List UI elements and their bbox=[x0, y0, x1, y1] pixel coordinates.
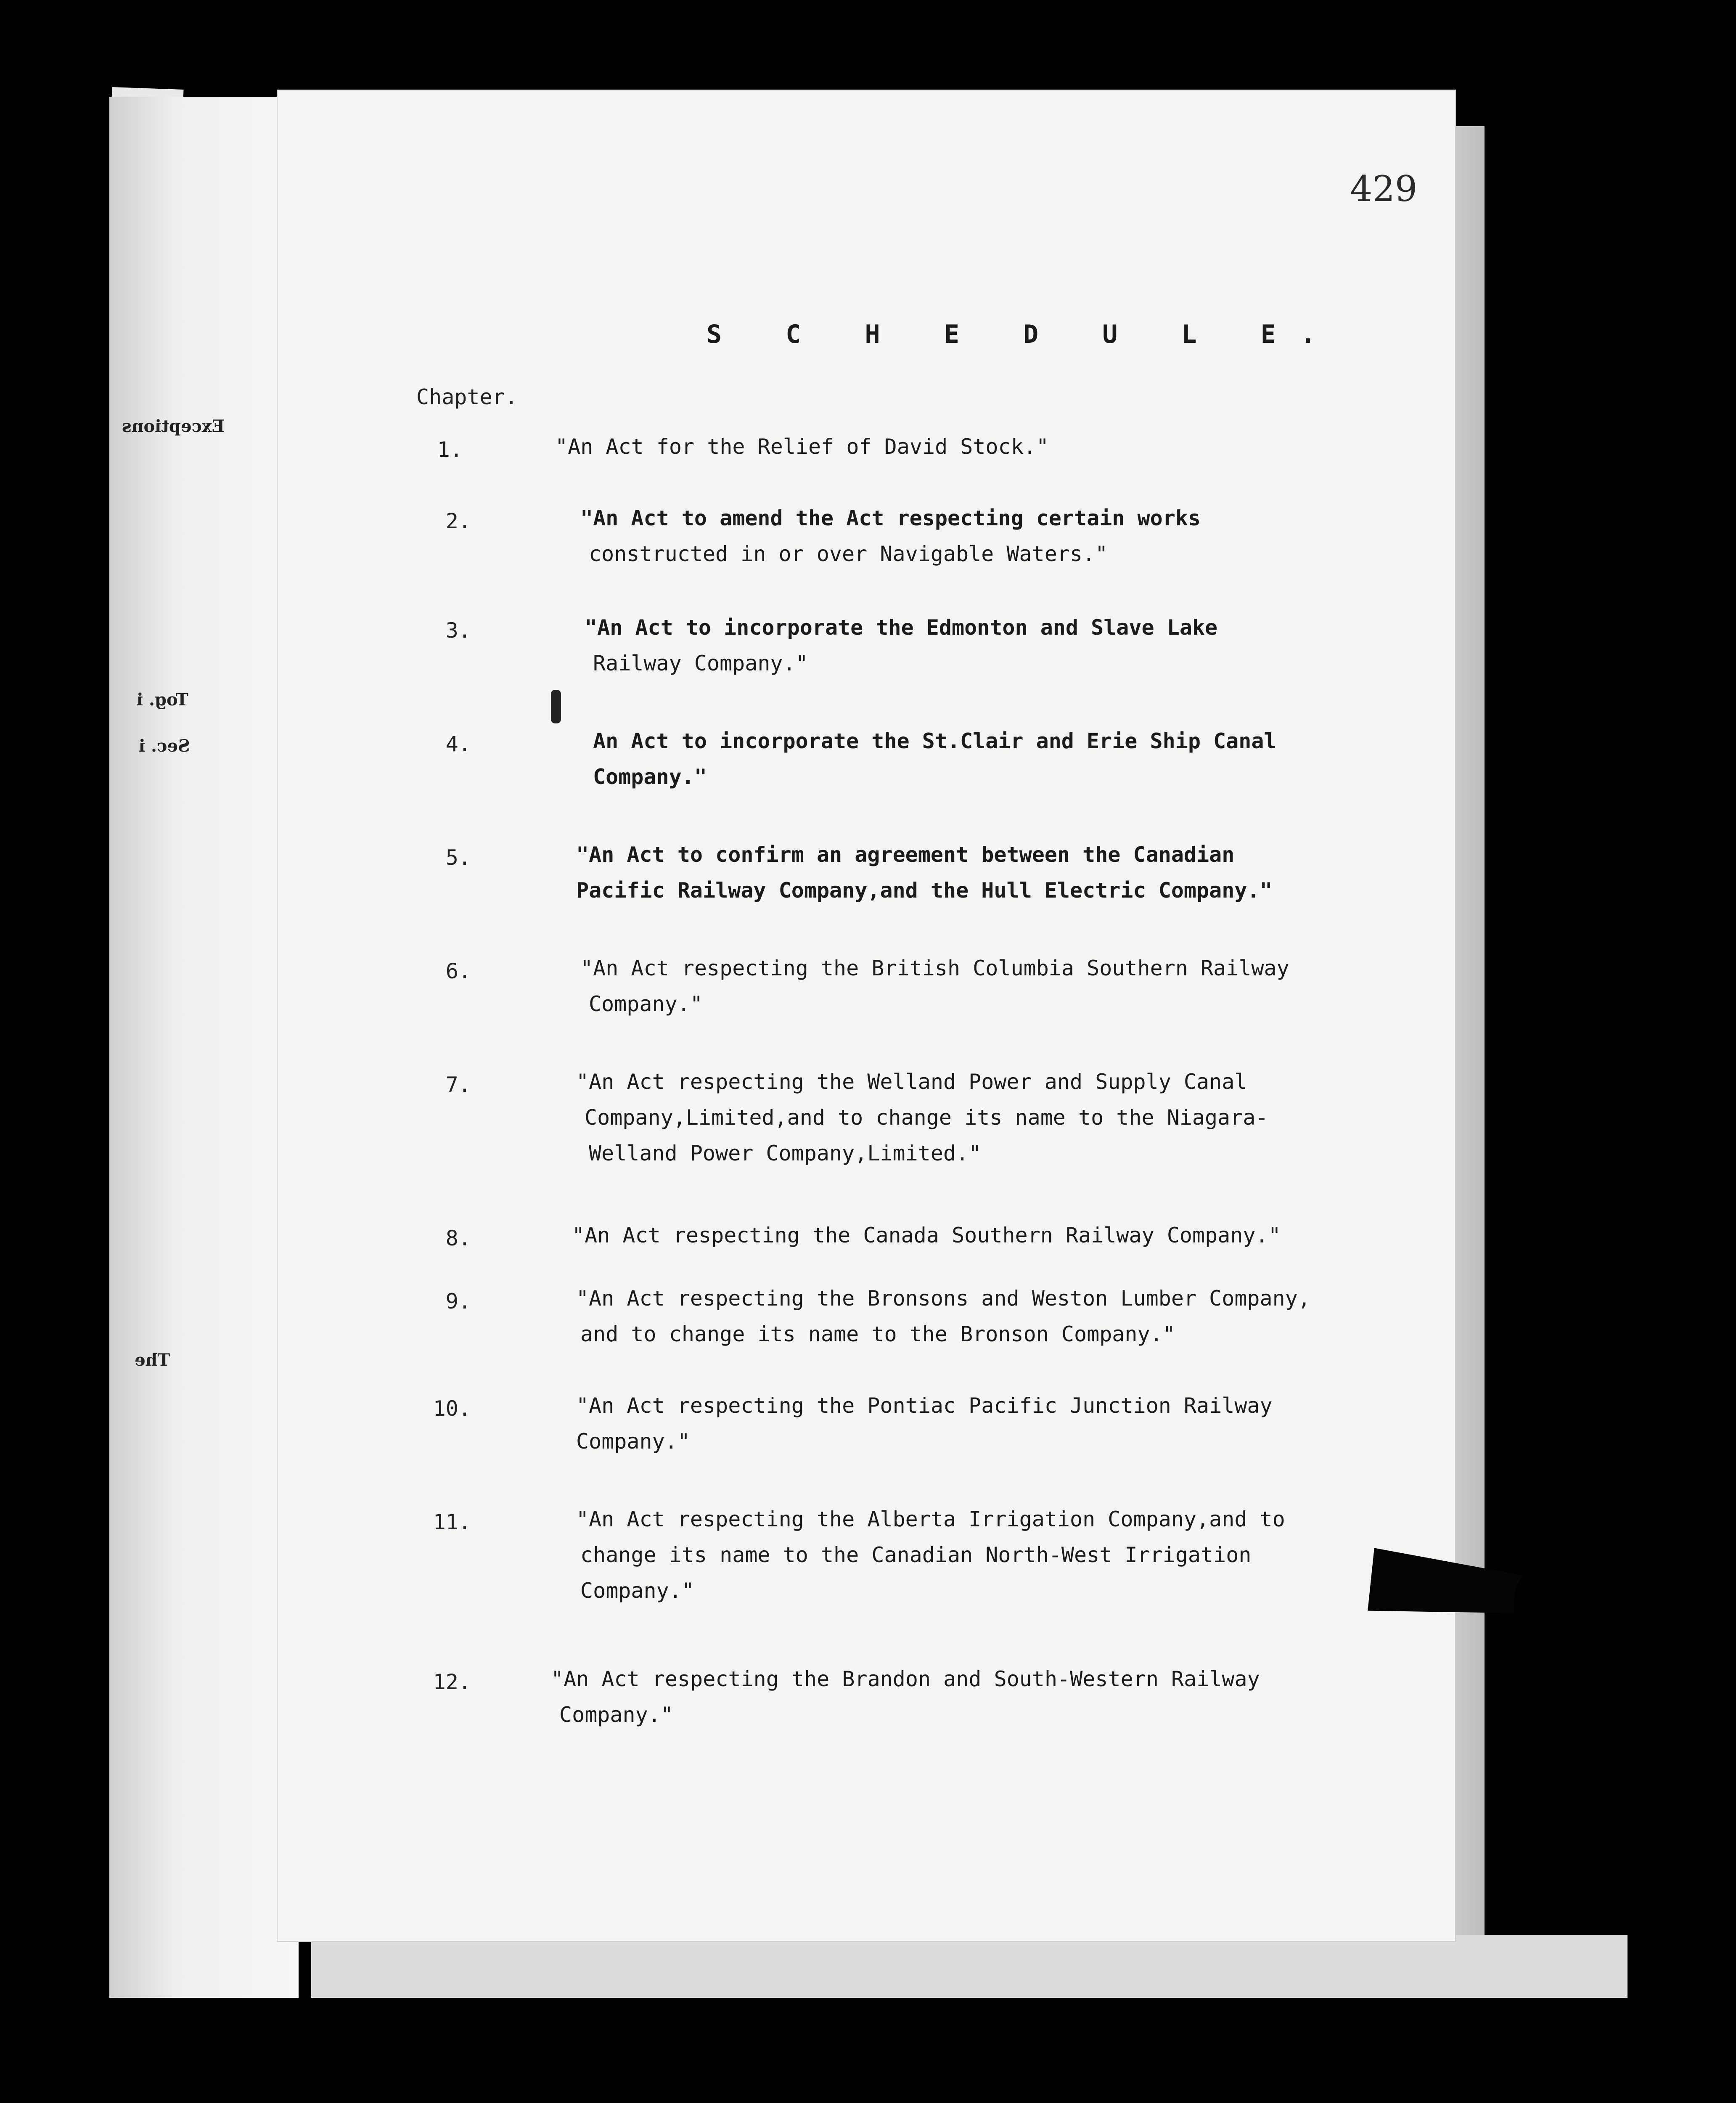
document-title: S C H E D U L E. bbox=[707, 320, 1340, 349]
entry-line: "An Act for the Relief of David Stock." bbox=[555, 434, 1049, 459]
entry-line: Company." bbox=[576, 1429, 690, 1454]
entry-line: change its name to the Canadian North-West Irrigation bbox=[580, 1543, 1252, 1567]
entry-line: Pacific Railway Company,and the Hull Electric Company." bbox=[576, 878, 1273, 903]
chapter-heading: Chapter. bbox=[416, 385, 518, 409]
entry-line: Company." bbox=[580, 1579, 694, 1603]
entry-line: "An Act respecting the Alberta Irrigation Company,and to bbox=[576, 1507, 1285, 1531]
entry-number: 10. bbox=[433, 1396, 471, 1421]
entry-line: Railway Company." bbox=[593, 651, 808, 675]
bleed-through-text: Tog. i bbox=[137, 690, 188, 710]
entry-line: "An Act to amend the Act respecting certain works bbox=[580, 506, 1201, 530]
entry-number: 1. bbox=[437, 437, 463, 462]
entry-line: "An Act respecting the Canada Southern Railway Company." bbox=[572, 1223, 1281, 1247]
entry-number: 9. bbox=[445, 1289, 471, 1314]
entry-number: 8. bbox=[445, 1226, 471, 1250]
pen-pointer bbox=[1514, 1556, 1736, 1653]
entry-line: Company." bbox=[593, 765, 707, 789]
entry-line: and to change its name to the Bronson Company." bbox=[580, 1322, 1175, 1346]
entry-number: 5. bbox=[445, 845, 471, 870]
entry-number: 7. bbox=[445, 1073, 471, 1097]
underlying-sheet bbox=[109, 97, 299, 1998]
entry-number: 2. bbox=[445, 509, 471, 533]
page-number: 429 bbox=[1350, 168, 1418, 209]
entry-number: 6. bbox=[445, 959, 471, 983]
entry-line: "An Act respecting the Welland Power and Supply Canal bbox=[576, 1070, 1247, 1094]
entry-line: "An Act respecting the Brandon and South-Western Railway bbox=[551, 1667, 1260, 1691]
bleed-through-text: The bbox=[135, 1350, 170, 1370]
entry-line: "An Act respecting the British Columbia Southern Railway bbox=[580, 956, 1289, 980]
entry-line: constructed in or over Navigable Waters." bbox=[589, 542, 1108, 566]
entry-line: Company." bbox=[559, 1703, 673, 1727]
page-stack-bottom bbox=[311, 1935, 1628, 1998]
entry-number: 3. bbox=[445, 618, 471, 643]
entry-line: Company." bbox=[589, 992, 703, 1016]
bleed-through-text: Exceptions bbox=[122, 416, 225, 436]
entry-line: "An Act respecting the Pontiac Pacific Junction Railway bbox=[576, 1393, 1273, 1418]
ink-blot bbox=[551, 690, 561, 723]
entry-line: Welland Power Company,Limited." bbox=[589, 1141, 982, 1165]
entry-number: 11. bbox=[433, 1510, 471, 1534]
entry-line: An Act to incorporate the St.Clair and Erie Ship Canal bbox=[593, 729, 1277, 753]
entry-number: 12. bbox=[433, 1670, 471, 1694]
entry-line: "An Act to confirm an agreement between the Canadian bbox=[576, 842, 1235, 867]
bleed-through-text: Sec. i bbox=[139, 736, 190, 756]
entry-line: "An Act respecting the Bronsons and Weston Lumber Company, bbox=[576, 1286, 1310, 1311]
entry-number: 4. bbox=[445, 732, 471, 756]
entry-line: Company,Limited,and to change its name to the Niagara- bbox=[585, 1105, 1268, 1130]
entry-line: "An Act to incorporate the Edmonton and Slave Lake bbox=[585, 615, 1218, 640]
